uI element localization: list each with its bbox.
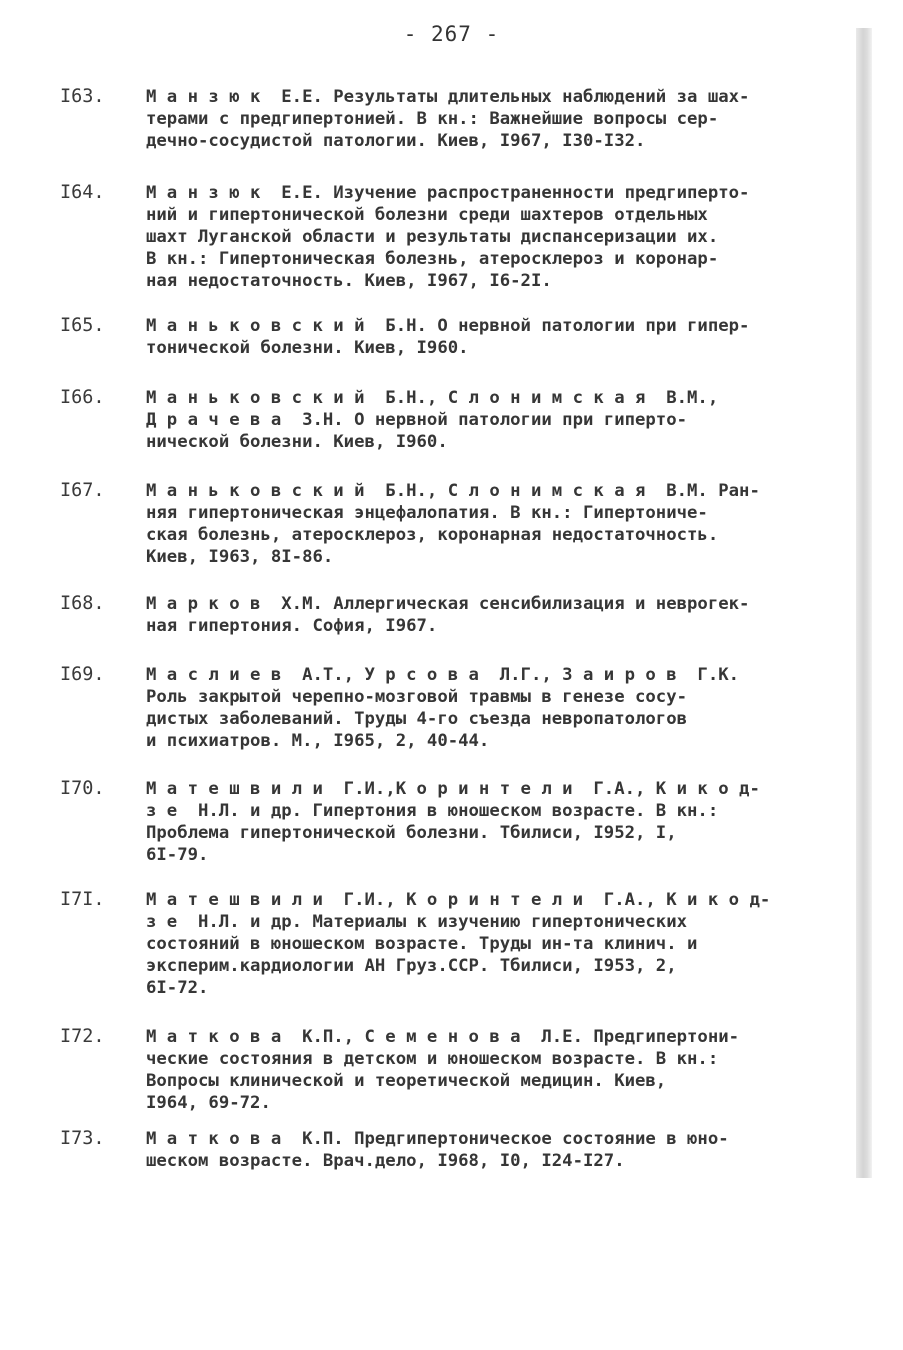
entry-line: М а т к о в а К.П. Предгипертоническое состояние в юно-	[146, 1129, 729, 1149]
entry-line: М а н з ю к Е.Е. Изучение распространенности предгиперто-	[146, 183, 750, 203]
entry-number: I67.	[60, 480, 105, 501]
entry-text	[146, 315, 846, 359]
entry-line: Проблема гипертонической болезни. Тбилиси, I952, I,	[146, 823, 677, 843]
entry-line: дечно-сосудистой патологии. Киев, I967, I30-I32.	[146, 131, 646, 151]
entry-line: 6I-72.	[146, 978, 209, 998]
entry-line: шеском возрасте. Врач.дело, I968, I0, I24-I27.	[146, 1151, 625, 1171]
entry-line: з е Н.Л. и др. Материалы к изучению гипертонических	[146, 912, 688, 932]
entry-line: состояний в юношеском возрасте. Труды ин-та клинич. и	[146, 934, 698, 954]
entry-line: М а р к о в Х.М. Аллергическая сенсибилизация и неврогек-	[146, 594, 750, 614]
entry-number: I65.	[60, 315, 105, 336]
entry-text	[146, 182, 846, 292]
entry-line: з е Н.Л. и др. Гипертония в юношеском возрасте. В кн.:	[146, 801, 719, 821]
entry-number: I73.	[60, 1128, 105, 1149]
entry-text	[146, 387, 846, 453]
entry-line: Роль закрытой черепно-мозговой травмы в генезе сосу-	[146, 687, 688, 707]
page-binding-shadow	[856, 28, 872, 1178]
entry-line: шахт Луганской области и результаты диспансеризации их.	[146, 227, 719, 247]
entry-line: ная недостаточность. Киев, I967, I6-2I.	[146, 271, 552, 291]
entry-line: няя гипертоническая энцефалопатия. В кн.: Гипертониче-	[146, 503, 708, 523]
entry-line: эксперим.кардиологии АН Груз.ССР. Тбилиси, I953, 2,	[146, 956, 677, 976]
entry-line: I964, 69-72.	[146, 1093, 271, 1113]
entry-number: I63.	[60, 86, 105, 107]
entry-text	[146, 1026, 846, 1114]
entry-line: В кн.: Гипертоническая болезнь, атеросклероз и коронар-	[146, 249, 719, 269]
entry-line: 6I-79.	[146, 845, 209, 865]
entry-line: дистых заболеваний. Труды 4-го съезда невропатологов	[146, 709, 688, 729]
entry-line: ская болезнь, атеросклероз, коронарная недостаточность.	[146, 525, 719, 545]
entry-number: I66.	[60, 387, 105, 408]
page-number: - 267 -	[403, 22, 500, 46]
entry-line: Д р а ч е в а З.Н. О нервной патологии при гиперто-	[146, 410, 688, 430]
entry-number: I70.	[60, 778, 105, 799]
entry-line: М а т е ш в и л и Г.И.,К о р и н т е л и Г.А., К и к о д-	[146, 779, 760, 799]
entry-line: терами с предгипертонией. В кн.: Важнейшие вопросы сер-	[146, 109, 719, 129]
entry-line: ная гипертония. София, I967.	[146, 616, 438, 636]
entry-text	[146, 86, 846, 152]
entry-line: М а н ь к о в с к и й Б.Н., С л о н и м с к а я В.М.,	[146, 388, 719, 408]
entry-number: I64.	[60, 182, 105, 203]
entry-text	[146, 889, 846, 999]
entry-line: ческие состояния в детском и юношеском возрасте. В кн.:	[146, 1049, 719, 1069]
entry-line: М а н ь к о в с к и й Б.Н., С л о н и м с к а я В.М. Ран-	[146, 481, 760, 501]
entry-line: ний и гипертонической болезни среди шахтеров отдельных	[146, 205, 708, 225]
entry-line: М а т е ш в и л и Г.И., К о р и н т е л и Г.А., К и к о д-	[146, 890, 771, 910]
entry-text	[146, 593, 846, 637]
entry-text	[146, 1128, 846, 1172]
entry-text	[146, 480, 846, 568]
entry-number: I69.	[60, 664, 105, 685]
entry-line: М а н з ю к Е.Е. Результаты длительных наблюдений за шах-	[146, 87, 750, 107]
entry-number: I7I.	[60, 889, 105, 910]
entry-line: и психиатров. М., I965, 2, 40-44.	[146, 731, 490, 751]
entry-line: М а с л и е в А.Т., У р с о в а Л.Г., З а и р о в Г.К.	[146, 665, 740, 685]
entry-line: тонической болезни. Киев, I960.	[146, 338, 469, 358]
entry-number: I68.	[60, 593, 105, 614]
entry-number: I72.	[60, 1026, 105, 1047]
entry-line: М а н ь к о в с к и й Б.Н. О нервной патологии при гипер-	[146, 316, 750, 336]
entry-line: Вопросы клинической и теоретической медицин. Киев,	[146, 1071, 667, 1091]
entry-text	[146, 664, 846, 752]
entry-line: Киев, I963, 8I-86.	[146, 547, 334, 567]
entry-text	[146, 778, 846, 866]
entry-line: нической болезни. Киев, I960.	[146, 432, 448, 452]
entry-line: М а т к о в а К.П., С е м е н о в а Л.Е. Предгипертони-	[146, 1027, 740, 1047]
